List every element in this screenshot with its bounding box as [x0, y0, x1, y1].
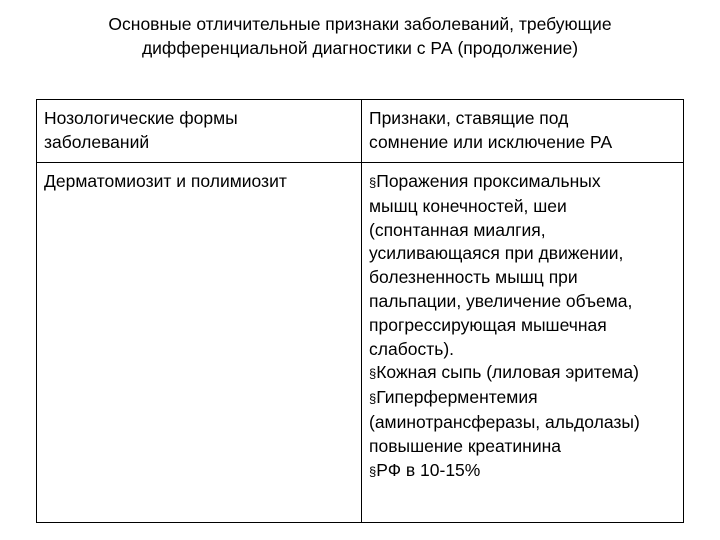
column-divider: [361, 100, 362, 522]
bullet-marker-icon: §: [369, 391, 377, 407]
sign-line: мышц конечностей, шеи: [369, 195, 567, 216]
sign-line: прогрессирующая мышечная: [369, 314, 607, 335]
sign-line: (аминотрансферазы, альдолазы): [369, 411, 640, 432]
sign-line: пальпации, увеличение объема,: [369, 290, 633, 311]
sign-item-rheumatoid-factor: [369, 459, 640, 484]
bullet-marker-icon: §: [369, 366, 377, 382]
table-row-disease-cell: [44, 170, 287, 194]
sign-item-hyperenzymemia: [369, 386, 640, 458]
sign-line: §РФ в 10-15%: [369, 459, 481, 480]
bullet-marker-icon: §: [369, 175, 377, 190]
sign-line: §Гиперферментемия: [369, 387, 538, 408]
sign-line: §Поражения проксимальных: [369, 171, 601, 191]
slide-title-line-1: Основные отличительные признаки заболеваний, требующие: [108, 14, 612, 34]
disease-name: Дерматомиозит и полимиозит: [44, 171, 287, 191]
sign-item-muscle-lesions: [369, 170, 640, 361]
slide-title: [40, 12, 680, 60]
bullet-marker-icon: §: [369, 463, 377, 479]
table-row-signs-cell: [369, 170, 640, 483]
header-right-line-2: сомнение или исключение РА: [369, 131, 613, 152]
sign-line: (спонтанная миалгия,: [369, 219, 546, 240]
header-cell-nosological-forms: [44, 107, 238, 155]
header-right-line-1: Признаки, ставящие под: [369, 108, 569, 128]
header-left-line-2: заболеваний: [44, 131, 150, 152]
sign-line: усиливающаяся при движении,: [369, 243, 624, 264]
slide-title-line-2: дифференциальной диагностики с РА (продолжение): [141, 38, 579, 58]
sign-line: повышение креатинина: [369, 435, 561, 456]
sign-line: слабость).: [369, 338, 455, 359]
header-left-line-1: Нозологические формы: [44, 108, 238, 128]
sign-item-skin-rash: [369, 361, 640, 386]
diagnosis-table: [36, 99, 684, 523]
sign-line: §Кожная сыпь (лиловая эритема): [369, 362, 639, 383]
header-cell-signs: [369, 107, 612, 155]
sign-line: болезненность мышц при: [369, 267, 578, 288]
